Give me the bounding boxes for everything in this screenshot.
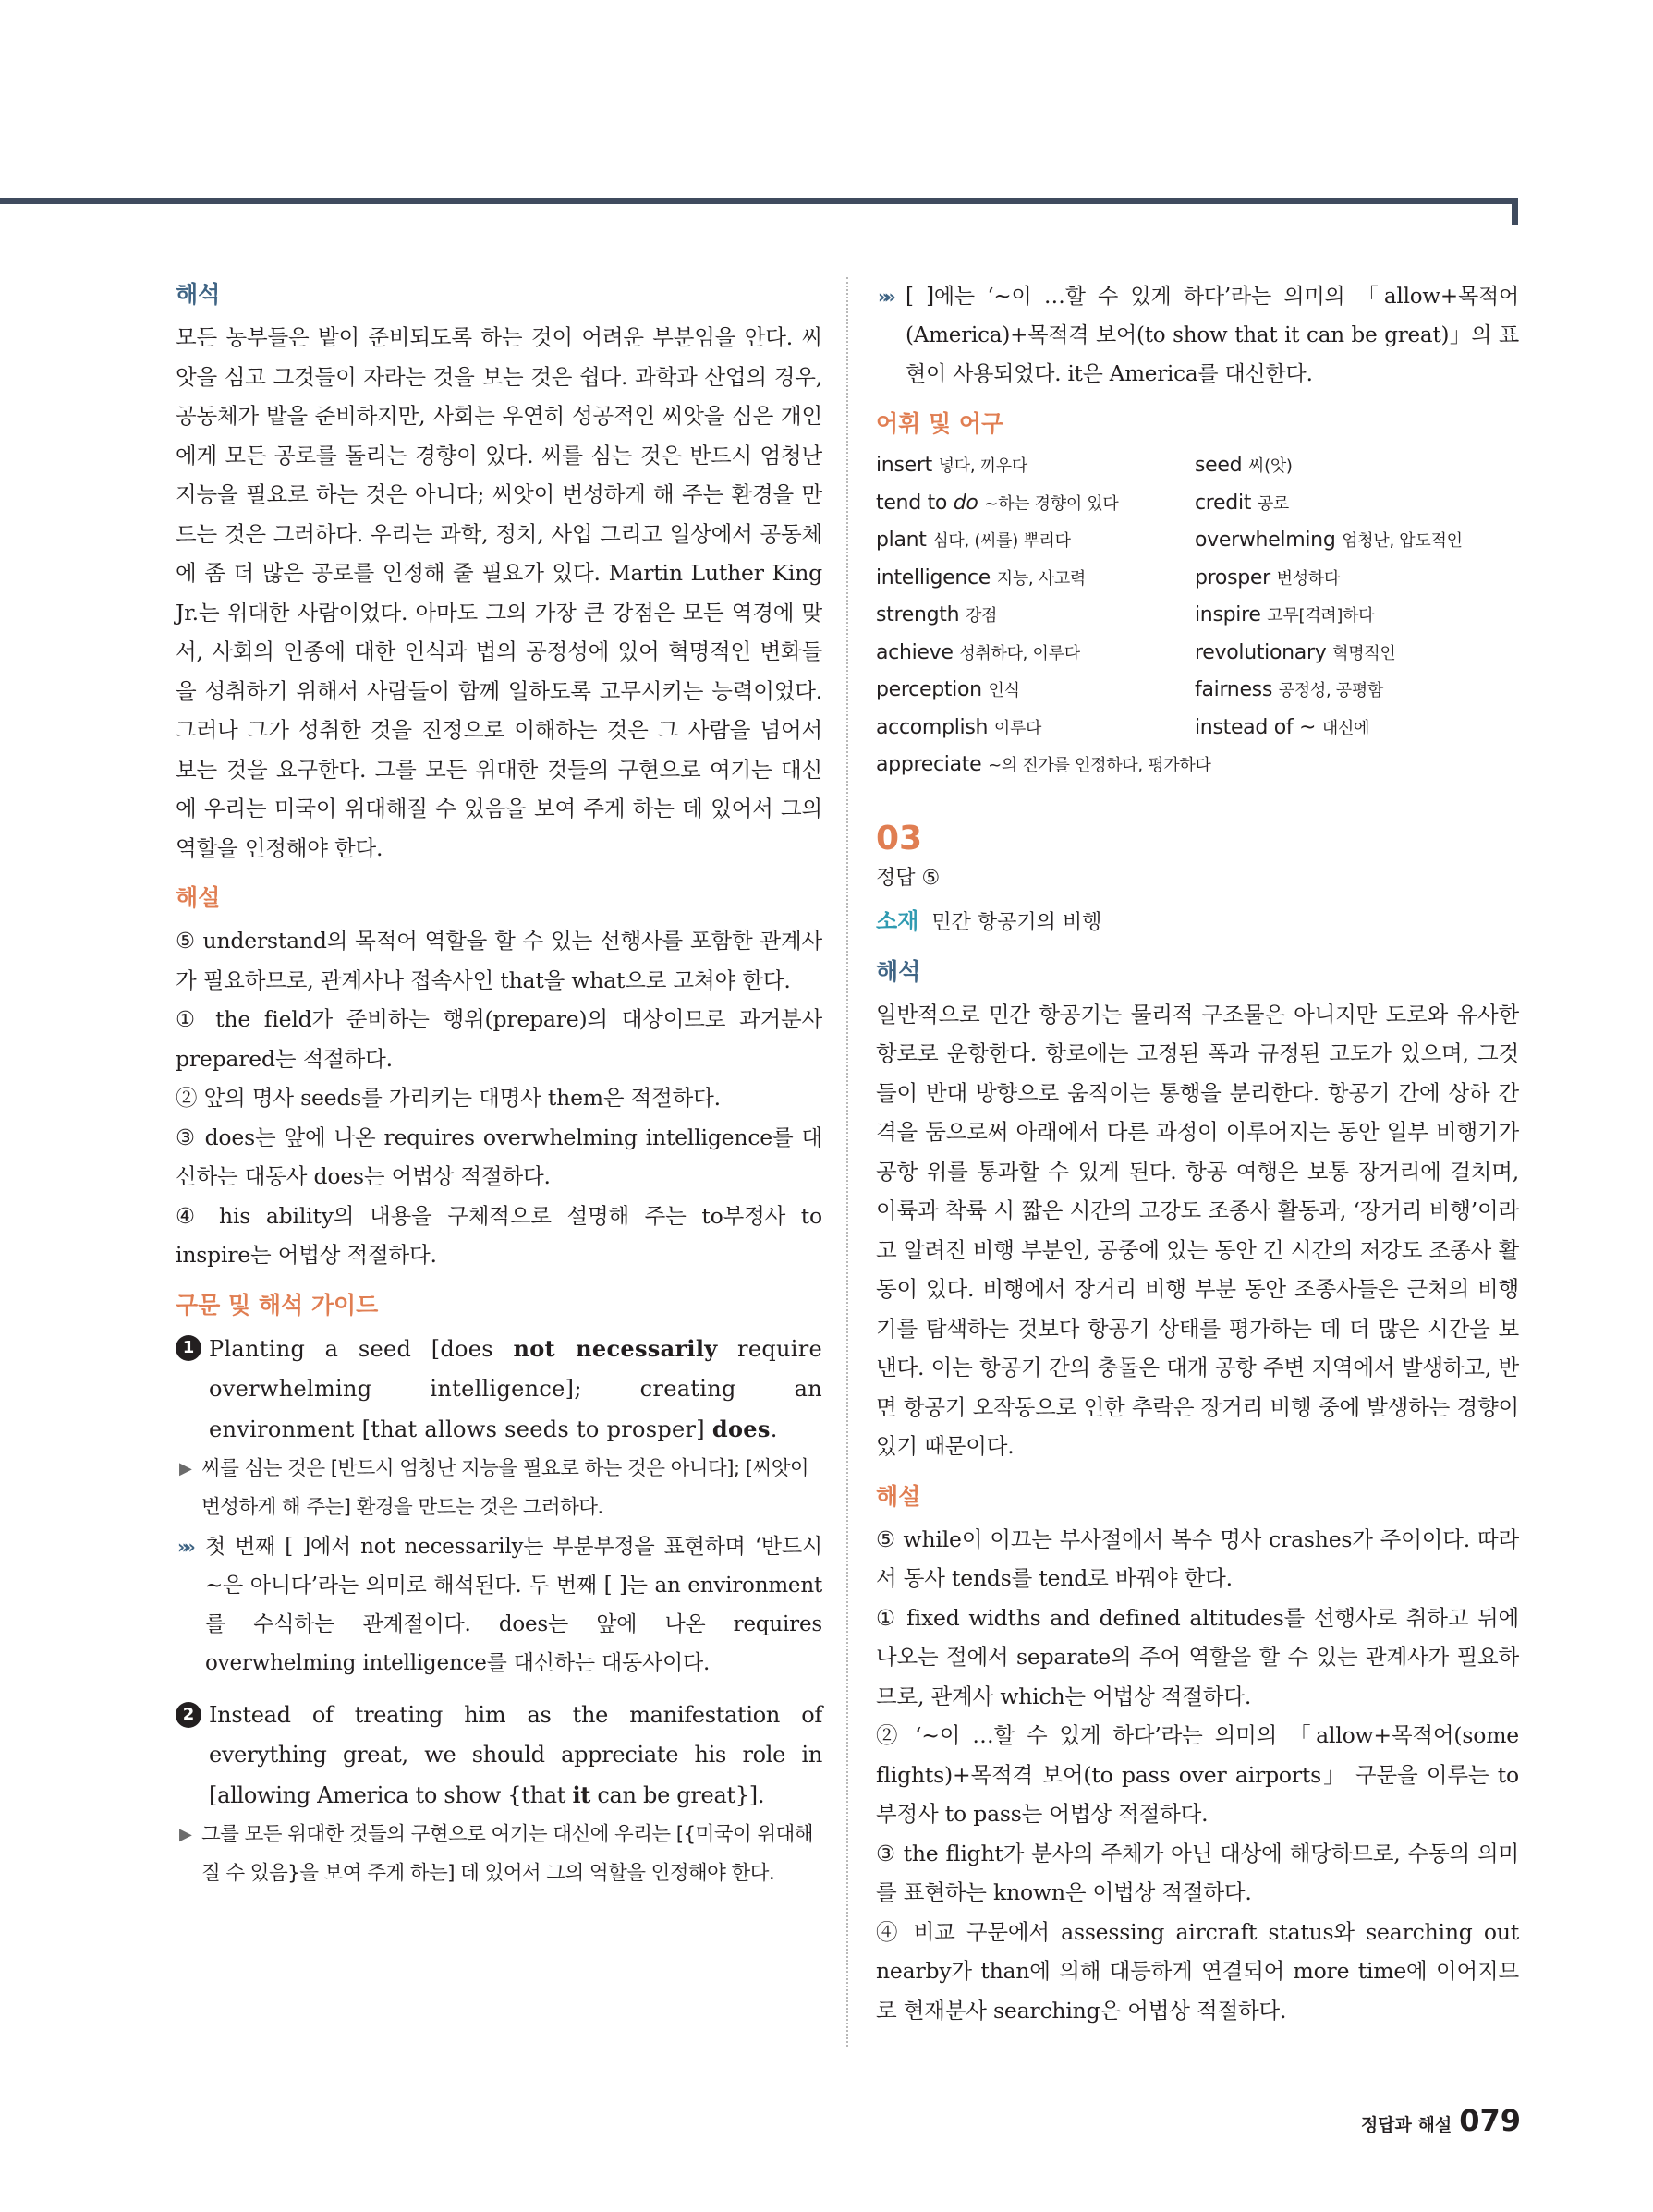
- vocab-item: revolutionary 혁명적인: [1195, 640, 1396, 664]
- left-column: [176, 277, 822, 1893]
- explanation-3: ② ‘~이 …할 수 있게 하다’라는 의미의 「allow+목적어(some flights)+목적격 보어(to pass over airports」 구문을 이루는 to부정사 to pass는 어법상 적절하다.: [876, 1722, 1519, 1827]
- vocab-item: fairness 공정성, 공평함: [1195, 678, 1384, 701]
- explanation-4: ③ does는 앞에 나온 requires overwhelming intelligence를 대신하는 대동사 does는 어법상 적절하다.: [176, 1124, 822, 1189]
- double-chevron-icon: »»: [878, 286, 891, 308]
- sentence-number-badge: 1: [176, 1335, 201, 1361]
- question-number: 03: [876, 819, 923, 857]
- double-chevron-icon: »»: [177, 1535, 190, 1558]
- explanation-1: ⑤ understand의 목적어 역할을 할 수 있는 선행사를 포함한 관계사가 필요하므로, 관계사나 접속사인 that을 what으로 고쳐야 한다.: [176, 928, 822, 993]
- explanation-heading: 해설: [176, 884, 221, 911]
- explanation-3: ② 앞의 명사 seeds를 가리키는 대명사 them은 적절하다.: [176, 1085, 721, 1111]
- sentence-1-translation: ▶ 씨를 심는 것은 [반드시 엄청난 지능을 필요로 하는 것은 아니다]; [씨앗이 번성하게 해 주는] 환경을 만드는 것은 그러하다.: [179, 1450, 822, 1527]
- vocab-item: seed 씨(앗): [1195, 454, 1293, 477]
- sentence-text: Instead of treating him as the manifestation of everything great, we should appreciate his role in [allowing America to show {that it can be great}].: [209, 1701, 822, 1808]
- page-number: 079: [1459, 2103, 1521, 2138]
- vocab-item: prosper 번성하다: [1195, 565, 1340, 589]
- vocab-list: [876, 447, 1519, 784]
- vocab-item: perception 인식: [876, 678, 1020, 701]
- vocab-heading: 어휘 및 어구: [876, 410, 1004, 437]
- footer-section-label: 정답과 해설: [1360, 2115, 1452, 2135]
- vocab-item: inspire 고무[격려]하다: [1195, 603, 1375, 626]
- header-rule-tick: [1512, 198, 1518, 225]
- sentence-1-note: »» 첫 번째 [ ]에서 not necessarily는 부분부정을 표현하며 ‘반드시 ~은 아니다’라는 의미로 해석된다. 두 번째 [ ]는 an environment를 수식하는 관계절이다. does는 앞에 나온 requires overwhelming intelligence를 대신하는 대동사이다.: [177, 1527, 822, 1683]
- vocab-item: instead of ~ 대신에: [1195, 715, 1370, 739]
- syntax-guide-heading: 구문 및 해석 가이드: [176, 1291, 379, 1319]
- explanation-5: ④ 비교 구문에서 assessing aircraft status와 searching out nearby가 than에 의해 대등하게 연결되어 more time에 이어지므로 현재분사 searching은 어법상 적절하다.: [876, 1918, 1520, 2024]
- sentence-text: Planting a seed [does not necessarily require overwhelming intelligence]; creating an environment [that allows seeds to prosper] does.: [209, 1334, 822, 1442]
- translation-heading: 해석: [876, 957, 921, 985]
- explanation-1: ⑤ while이 이끄는 부사절에서 복수 명사 crashes가 주어이다. 따라서 동사 tends를 tend로 바꿔야 한다.: [876, 1525, 1519, 1591]
- sentence-number-badge: 2: [176, 1702, 201, 1728]
- page-footer: [1361, 2103, 1521, 2138]
- explanation-5: ④ his ability의 내용을 구체적으로 설명해 주는 to부정사 to inspire는 어법상 적절하다.: [176, 1202, 822, 1268]
- translation-heading: 해석: [176, 281, 221, 308]
- translation-text: 모든 농부들은 밭이 준비되도록 하는 것이 어려운 부분임을 안다. 씨앗을 심고 그것들이 자라는 것을 보는 것은 쉽다. 과학과 산업의 경우, 공동체가 밭을 준비하지만, 사회는 우연히 성공적인 씨앗을 심은 개인에게 모든 공로를 돌리는 경향이 있다. 씨를 심는 것은 반드시 엄청난 지능을 필요로 하는 것은 아니다; 씨앗이 번성하게 해 주는 환경을 만드는 것은 그러하다. 우리는 과학, 정치, 사업 그리고 일상에서 공동체에 좀 더 많은 공로를 인정해 줄 필요가 있다. Martin Luther King Jr.는 위대한 사람이었다. 아마도 그의 가장 큰 강점은 모든 역경에 맞서, 사회의 인종에 대한 인식과 법의 공정성에 있어 혁명적인 변화들을 성취하기 위해서 사람들이 함께 일하도록 고무시키는 능력이었다. 그러나 그가 성취한 것을 진정으로 이해하는 것은 그 사람을 넘어서 보는 것을 요구한다. 그를 모든 위대한 것들의 구현으로 여기는 대신에 우리는 미국이 위대해질 수 있음을 보여 주게 하는 데 있어서 그의 역할을 인정해야 한다.: [176, 324, 823, 861]
- vocab-item: credit 공로: [1195, 491, 1289, 515]
- vocab-item: achieve 성취하다, 이루다: [876, 640, 1080, 664]
- sentence-2-translation: ▶ 그를 모든 위대한 것들의 구현으로 여기는 대신에 우리는 [{미국이 위대해질 수 있음}을 보여 주게 하는] 데 있어서 그의 역할을 인정해야 한다.: [179, 1816, 822, 1893]
- sentence-1: [176, 1329, 822, 1450]
- answer-line: 정답 ⑤: [876, 866, 941, 890]
- triangle-bullet-icon: ▶: [179, 1458, 192, 1478]
- header-rule: [0, 198, 1517, 204]
- explanation-2: ① the field가 준비하는 행위(prepare)의 대상이므로 과거분사 prepared는 적절하다.: [176, 1006, 822, 1072]
- sentence-2-note: »» [ ]에는 ‘~이 …할 수 있게 하다’라는 의미의 「allow+목적어(America)+목적격 보어(to show that it can be great)」의 표현이 사용되었다. it은 America를 대신한다.: [878, 277, 1519, 394]
- vocab-item: strength 강점: [876, 603, 998, 626]
- explanation-4: ③ the flight가 분사의 주체가 아닌 대상에 해당하므로, 수동의 의미를 표현하는 known은 어법상 적절하다.: [876, 1840, 1519, 1905]
- vocab-item: overwhelming 엄청난, 압도적인: [1195, 529, 1463, 552]
- explanation-2: ① fixed widths and defined altitudes를 선행사로 취하고 뒤에 나오는 절에서 separate의 주어 역할을 할 수 있는 관계사가 필요하므로, 관계사 which는 어법상 적절하다.: [876, 1604, 1519, 1709]
- sentence-2: [176, 1695, 822, 1816]
- explanation-heading: 해설: [876, 1482, 921, 1510]
- vocab-item: appreciate ~의 진가를 인정하다, 평가하다: [876, 753, 1211, 776]
- vocab-item: insert 넣다, 끼우다: [876, 454, 1027, 477]
- translation-text: 일반적으로 민간 항공기는 물리적 구조물은 아니지만 도로와 유사한 항로로 운항한다. 항로에는 고정된 폭과 규정된 고도가 있으며, 그것들이 반대 방향으로 움직이는 통행을 분리한다. 항공기 간에 상하 간격을 둠으로써 아래에서 다른 과정이 이루어지는 동안 일부 비행기가 공항 위를 통과할 수 있게 된다. 항공 여행은 보통 장거리에 걸치며, 이륙과 착륙 시 짧은 시간의 고강도 조종사 활동과, ‘장거리 비행’이라고 알려진 비행 부분인, 공중에 있는 동안 긴 시간의 저강도 조종사 활동이 있다. 비행에서 장거리 비행 부분 동안 조종사들은 근처의 비행기를 탐색하는 것보다 항공기 상태를 평가하는 데 더 많은 시간을 보낸다. 이는 항공기 간의 충돌은 대개 공항 주변 지역에서 발생하고, 반면 항공기 오작동으로 인한 추락은 장거리 비행 중에 발생하는 경향이 있기 때문이다.: [876, 1001, 1519, 1459]
- vocab-item: accomplish 이루다: [876, 715, 1042, 739]
- topic-label: 소재: [876, 907, 919, 934]
- column-divider: [846, 277, 848, 2047]
- triangle-bullet-icon: ▶: [179, 1824, 192, 1844]
- vocab-item: plant 심다, (씨를) 뿌리다: [876, 529, 1071, 552]
- topic-line: 소재 민간 항공기의 비행: [876, 907, 1102, 934]
- vocab-item: tend to do ~하는 경향이 있다: [876, 491, 1119, 515]
- vocab-item: intelligence 지능, 사고력: [876, 565, 1087, 589]
- right-column: [876, 277, 1519, 2030]
